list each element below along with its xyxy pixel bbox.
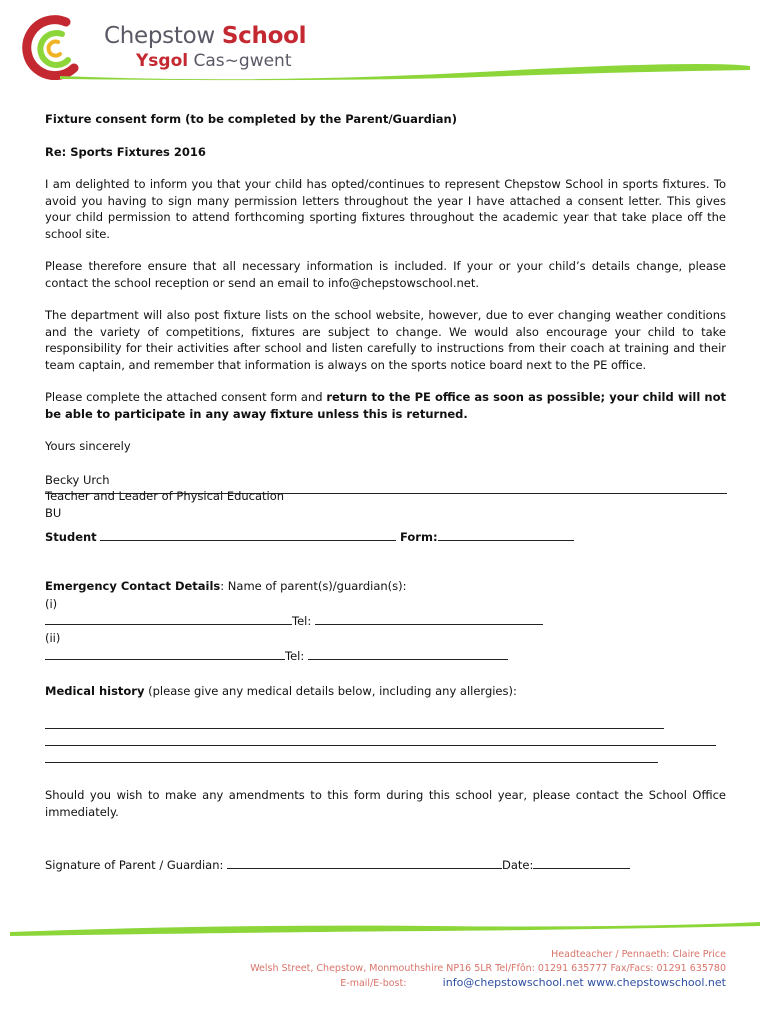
contact-ii-name-field[interactable] xyxy=(45,648,285,660)
contact-i-tel-field[interactable] xyxy=(315,613,543,625)
emergency-label: Emergency Contact Details xyxy=(45,579,221,593)
student-name-field[interactable] xyxy=(100,529,396,541)
amend-text: Should you wish to make any amendments to this form during this school year, please contact the School Office immediately. xyxy=(45,788,726,819)
paragraph-4-text: Please complete the attached consent form and xyxy=(45,390,327,404)
medical-label: Medical history xyxy=(45,684,145,698)
contact-ii-label: (ii) xyxy=(45,631,61,645)
contact-i-label: (i) xyxy=(45,597,58,611)
signature-row xyxy=(45,857,630,873)
amend-notice xyxy=(45,787,726,820)
signer-initials: BU xyxy=(45,505,62,520)
signature-field[interactable] xyxy=(227,857,502,869)
brand-welsh-part1: Ysgol xyxy=(136,51,189,71)
signer-name: Becky Urch xyxy=(45,472,110,487)
footer-contact xyxy=(340,976,726,991)
contact-ii-row xyxy=(45,648,508,664)
brand-name-part2: School xyxy=(221,23,307,49)
paragraph-3: The department will also post fixture lists on the school website, however, due to ever changing weather conditions and the variety of competitions, fixtures are subject to change. We would also encourage your child to take responsibility for their activities after school and listen carefully to instructions from their coach at training and their team captain, and remember that information is always on the sports notice board next to the PE office. xyxy=(45,308,726,372)
medical-heading xyxy=(45,683,517,699)
date-label: Date: xyxy=(502,858,534,872)
form-class-field[interactable] xyxy=(438,529,574,541)
brand-name xyxy=(104,22,306,50)
emergency-heading xyxy=(45,578,407,594)
closing: Yours sincerely xyxy=(45,439,131,453)
form-title: Fixture consent form (to be completed by the Parent/Guardian) xyxy=(45,112,457,126)
paragraph-4 xyxy=(45,389,726,422)
medical-line-1 xyxy=(45,717,664,733)
medical-line-2 xyxy=(45,734,716,750)
signature-label: Signature of Parent / Guardian: xyxy=(45,858,224,872)
form-label: Form: xyxy=(400,530,438,544)
signer-title: Teacher and Leader of Physical Education xyxy=(45,489,285,503)
contact-i-name-field[interactable] xyxy=(45,613,292,625)
medical-field-1[interactable] xyxy=(45,717,664,729)
medical-field-3[interactable] xyxy=(45,751,658,763)
paragraph-4-bold: return to the PE office as soon as possible; your child will not be able to participate in any away fixture unless this is returned. xyxy=(45,390,726,421)
subject-line: Re: Sports Fixtures 2016 xyxy=(45,144,206,159)
student-row xyxy=(45,529,574,545)
contact-ii-tel-label: Tel: xyxy=(285,649,305,663)
contact-i-tel-label: Tel: xyxy=(292,614,312,628)
emergency-description: : Name of parent(s)/guardian(s): xyxy=(220,579,407,593)
brand-welsh-part2: Cas~gwent xyxy=(188,51,292,71)
paragraph-1: I am delighted to inform you that your child has opted/continues to represent Chepstow School in sports fixtures. To avoid you having to sign many permission letters throughout the year I have attached a consent letter. This gives your child permission to attend forthcoming sporting fixtures throughout the academic year that take place off the school site. xyxy=(45,177,726,241)
footer-swoosh xyxy=(10,912,760,948)
contact-i-row xyxy=(45,613,543,629)
medical-field-2[interactable] xyxy=(45,734,716,746)
divider xyxy=(45,493,727,494)
contact-ii-tel-field[interactable] xyxy=(308,648,508,660)
paragraph-2: Please therefore ensure that all necessary information is included. If your or your child’s details change, please contact the school reception or send an email to info@chepstowschool.net. xyxy=(45,259,726,290)
footer-email-label: E-mail/E-bost: xyxy=(340,978,407,989)
date-field[interactable] xyxy=(533,857,630,869)
medical-line-3 xyxy=(45,751,658,767)
letter-body xyxy=(45,111,726,521)
footer-address: Welsh Street, Chepstow, Monmouthshire NP16 5LR Tel/Ffôn: 01291 635777 Fax/Facs: 01291 635780 xyxy=(250,963,726,974)
header-swoosh xyxy=(60,62,750,86)
brand-name-part1: Chepstow xyxy=(104,23,222,49)
student-label: Student xyxy=(45,530,97,544)
medical-description: (please give any medical details below, including any allergies): xyxy=(144,684,517,698)
footer-headteacher: Headteacher / Pennaeth: Claire Price xyxy=(551,949,726,960)
footer-links[interactable]: info@chepstowschool.net www.chepstowschool.net xyxy=(442,976,726,989)
